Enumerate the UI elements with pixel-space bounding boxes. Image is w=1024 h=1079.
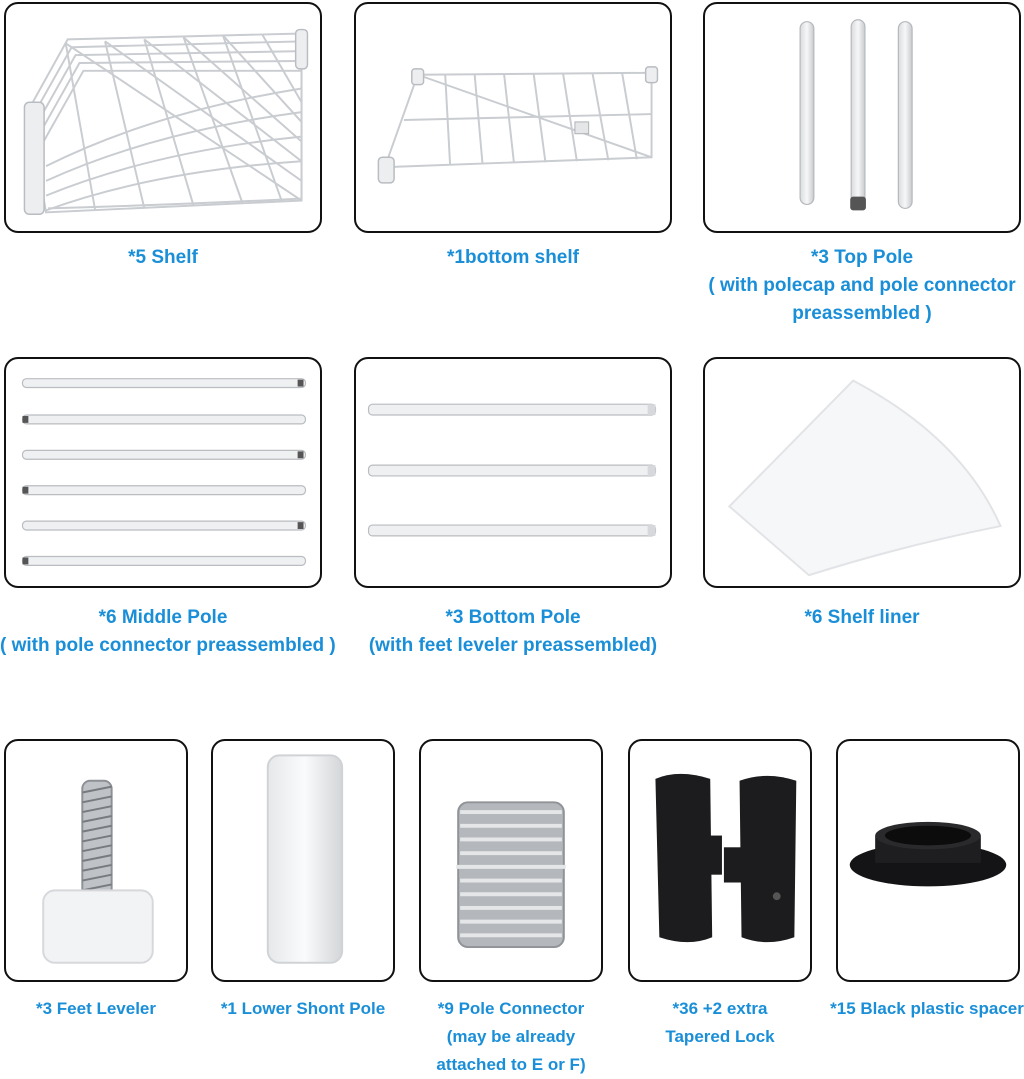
caption-line: ( with pole connector preassembled ) xyxy=(0,635,336,656)
caption-line: *1 Lower Shont Pole xyxy=(220,999,386,1018)
card-bottom-pole xyxy=(354,357,672,588)
bottom-pole-icon xyxy=(356,359,670,586)
caption-line: *5 Shelf xyxy=(128,247,198,268)
caption-line: ( with polecap and pole connector xyxy=(708,275,1016,296)
caption-line: *1bottom shelf xyxy=(447,247,579,268)
caption-line: (with feet leveler preassembled) xyxy=(368,635,658,656)
caption-tapered-lock xyxy=(628,995,812,1051)
caption-line: *3 Top Pole xyxy=(810,247,914,268)
card-middle-pole xyxy=(4,357,322,588)
caption-bottom-shelf xyxy=(354,244,672,272)
lower-short-pole-icon xyxy=(213,741,393,980)
tapered-lock-icon xyxy=(630,741,810,980)
caption-line: *3 Feet Leveler xyxy=(35,999,156,1018)
wire-corner-shelf-stack-icon xyxy=(6,4,320,231)
feet-leveler-icon xyxy=(6,741,186,980)
caption-top-pole xyxy=(703,244,1021,328)
card-bottom-shelf xyxy=(354,2,672,233)
caption-middle-pole xyxy=(0,604,336,660)
card-lower-short-pole xyxy=(211,739,395,982)
shelf-liner-icon xyxy=(705,359,1019,586)
caption-line: *3 Bottom Pole xyxy=(445,607,581,628)
card-shelf-liner xyxy=(703,357,1021,588)
caption-line: preassembled ) xyxy=(792,303,932,324)
caption-line: (may be already xyxy=(446,1027,576,1046)
caption-line: *6 Middle Pole xyxy=(98,607,228,628)
top-pole-icon xyxy=(705,4,1019,231)
caption-bottom-pole xyxy=(354,604,672,660)
caption-line: *36 +2 extra xyxy=(672,999,768,1018)
card-plastic-spacer xyxy=(836,739,1020,982)
caption-pole-connector xyxy=(419,995,603,1079)
card-pole-connector xyxy=(419,739,603,982)
caption-line: attached to E or F) xyxy=(436,1055,586,1074)
black-plastic-spacer-icon xyxy=(838,741,1018,980)
card-shelf xyxy=(4,2,322,233)
caption-shelf-liner xyxy=(703,604,1021,632)
card-tapered-lock xyxy=(628,739,812,982)
caption-feet-leveler xyxy=(4,995,188,1023)
card-top-pole xyxy=(703,2,1021,233)
caption-line: *9 Pole Connector xyxy=(437,999,585,1018)
wire-corner-shelf-icon xyxy=(356,4,670,231)
caption-shelf xyxy=(4,244,322,272)
card-feet-leveler xyxy=(4,739,188,982)
caption-line: *6 Shelf liner xyxy=(804,607,920,628)
pole-connector-icon xyxy=(421,741,601,980)
caption-line: *15 Black plastic spacer xyxy=(830,999,1024,1018)
caption-line: Tapered Lock xyxy=(665,1027,775,1046)
caption-plastic-spacer xyxy=(830,995,1024,1023)
middle-pole-icon xyxy=(6,359,320,586)
caption-lower-short-pole xyxy=(211,995,395,1023)
